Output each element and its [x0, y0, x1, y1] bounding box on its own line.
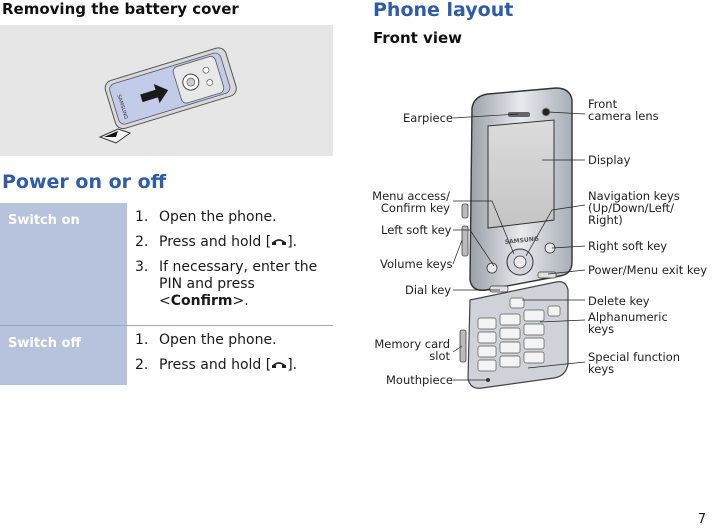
label-delete-key: Delete key [588, 294, 650, 308]
label-menu-access: Menu access/ Confirm key [372, 189, 450, 215]
label-earpiece: Earpiece [403, 111, 454, 125]
label-left-soft-key: Left soft key [381, 223, 452, 237]
switch-on-row [0, 203, 333, 325]
label-mouthpiece: Mouthpiece [386, 373, 454, 387]
switch-on-step-1: 1. Open the phone. [135, 209, 277, 225]
label-right-soft-key: Right soft key [588, 239, 668, 253]
label-memory-card-slot: Memory card slot [374, 337, 450, 363]
switch-off-row [0, 325, 333, 385]
battery-heading: Removing the battery cover [2, 0, 239, 18]
battery-brand-text: SAMSUNG [115, 93, 129, 121]
battery-cover-illustration [0, 25, 333, 156]
end-call-key-icon [271, 358, 287, 371]
power-heading: Power on or off [2, 171, 167, 193]
power-table [0, 203, 333, 385]
switch-on-label: Switch on [0, 203, 127, 325]
label-display: Display [588, 153, 631, 167]
switch-on-step-2: 2. Press and hold [ ]. [135, 234, 298, 250]
label-navigation-keys: Navigation keys (Up/Down/Left/ Right) [588, 189, 680, 227]
end-call-key-icon [271, 235, 287, 248]
switch-on-step-3: 3. If necessary, enter the PIN and press <Confirm>. [135, 259, 318, 309]
label-power-menu-exit-key: Power/Menu exit key [588, 263, 708, 277]
switch-off-label: Switch off [0, 325, 127, 385]
phone-brand-text: SAMSUNG [504, 235, 540, 246]
battery-cover-figure [0, 25, 333, 156]
front-view-heading: Front view [373, 29, 463, 47]
switch-off-step-1: 1. Open the phone. [135, 331, 277, 348]
label-front-camera-lens: Front camera lens [588, 97, 659, 123]
switch-off-step-2: 2. Press and hold [ ]. [135, 356, 298, 373]
label-dial-key: Dial key [405, 283, 452, 297]
label-alphanumeric-keys: Alphanumeric keys [588, 310, 668, 336]
page-number: 7 [697, 512, 706, 527]
layout-heading: Phone layout [373, 0, 514, 21]
label-special-function-keys: Special function keys [588, 350, 681, 376]
label-volume-keys: Volume keys [380, 257, 453, 271]
